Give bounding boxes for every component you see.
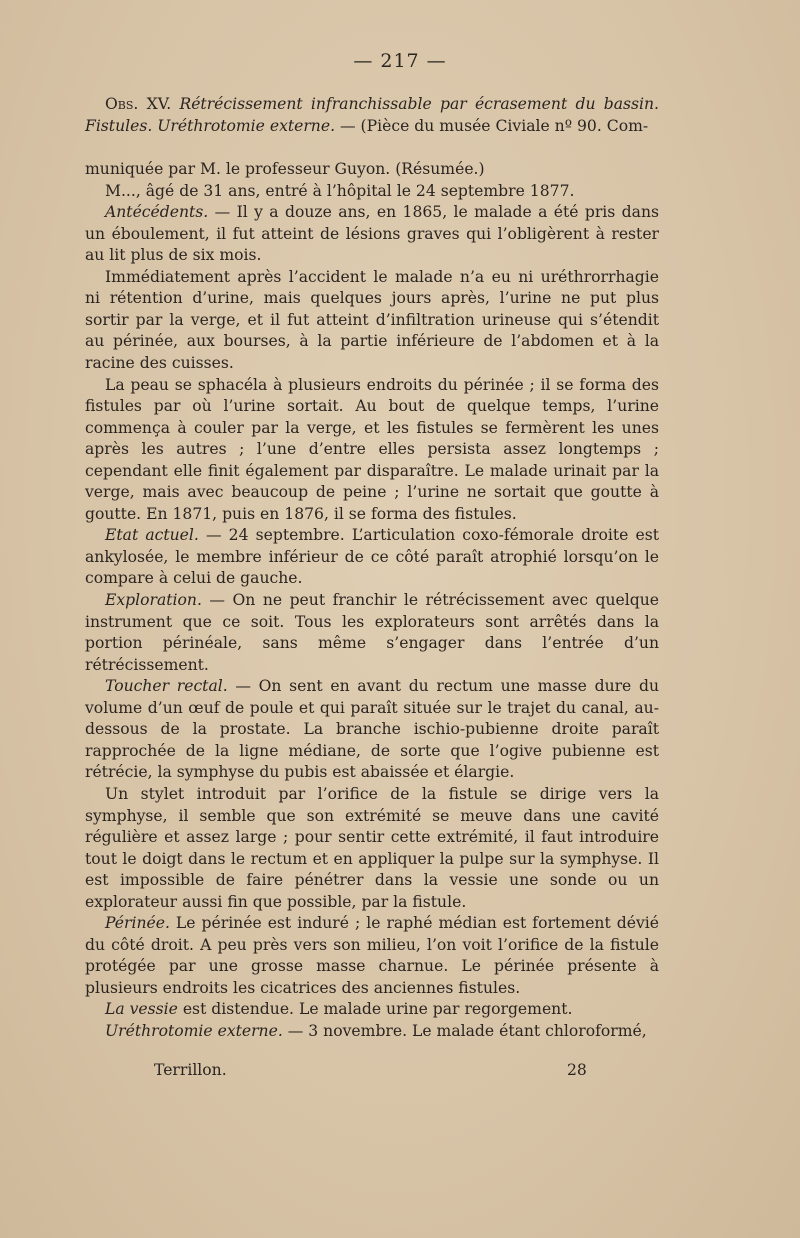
page-number: — 217 — <box>353 50 447 72</box>
toucher-text: — On sent en avant du rectum une masse dure du volume d’un œuf de poule et qui paraît située sur le trajet du canal, au-dessous de la prostate. La branche ischio-pubienne droite paraît rapprochée de la ligne médiane, de sorte que l’ogive pubienne est rétrécie, la symphyse du pubis est abaissée et élargie. <box>85 677 659 782</box>
toucher-paragraph <box>85 676 659 784</box>
etat-text: — 24 septembre. L’articulation coxo-fémorale droite est ankylosée, le membre inférieur de ce côté paraît atrophié lorsqu’on le compare à celui de gauche. <box>85 526 660 588</box>
immediatement-paragraph: Immédiatement après l’accident le malade n’a eu ni uréthrorrhagie ni rétention d’urine, mais quelques jours après, l’urine ne put plus sortir par la verge, et il fut atteint d’infiltration urineuse qui s’étendit au périnée, aux bourses, à la partie inférieure de l’abdomen et à la racine des cuisses. <box>85 267 659 373</box>
author-signature: Terrillon. <box>154 1061 227 1079</box>
antecedents-text: — Il y a douze ans, en 1865, le malade a été pris dans un éboulement, il fut atteint de lésions graves qui l’obligèrent à rester au lit plus de six mois. <box>85 203 659 265</box>
toucher-label: Toucher rectal. <box>105 677 228 696</box>
perinee-label: Périnée. <box>105 914 170 933</box>
line-gap <box>85 137 659 159</box>
urethrotomie-text: — 3 novembre. Le malade étant chloroformé, <box>282 1021 647 1040</box>
antecedents-label: Antécédents. <box>105 203 209 222</box>
urethrotomie-label: Uréthrotomie externe. <box>105 1021 283 1040</box>
observation-source-cont: muniquée par M. le professeur Guyon. (Résumée.) <box>85 160 485 179</box>
perinee-text: Le périnée est induré ; le raphé médian est fortement dévié du côté droit. A peu près vers son milieu, l’on voit l’orifice de la fistule protégée par une grosse masse charnue. Le périnée présente à plusieurs endroits les cicatrices des anciennes fistules. <box>85 914 659 997</box>
etat-paragraph <box>85 525 659 590</box>
vessie-label: La vessie <box>105 1000 178 1019</box>
exploration-text: — On ne peut franchir le rétrécissement avec quelque instrument que ce soit. Tous les explorateurs sont arrêtés dans la portion périnéale, sans même s’engager dans l’entrée d’un rétrécissement. <box>85 591 659 674</box>
patient-line: M..., âgé de 31 ans, entré à l’hôpital le 24 septembre 1877. <box>105 181 575 200</box>
body-text <box>85 94 659 1043</box>
sheet-number: 28 <box>567 1061 587 1079</box>
exploration-paragraph <box>85 590 659 676</box>
observation-heading <box>85 94 659 137</box>
vessie-text: est distendue. Le malade urine par regorgement. <box>177 1000 573 1019</box>
stylet-paragraph: Un stylet introduit par l’orifice de la fistule se dirige vers la symphyse, il semble que son extrémité se meuve dans une cavité régulière et assez large ; pour sentir cette extrémité, il faut introduire tout le doigt dans le rectum et en appliquer la pulpe sur la symphyse. Il est impossible de faire pénétrer dans la vessie une sonde ou un explorateur aussi fin que possible, par la fistule. <box>85 784 659 911</box>
peau-paragraph: La peau se sphacéla à plusieurs endroits du périnée ; il se forma des fistules par où l’urine sortait. Au bout de quelque temps, l’urine commença à couler par la verge, et les fistules se fermèrent les unes après les autres ; l’une d’entre elles persista assez longtemps ; cependant elle finit également par disparaître. Le malade urinait par la verge, mais avec beaucoup de peine ; l’urine ne sortait que goutte à goutte. En 1871, puis en 1876, il se forma des fistules. <box>85 375 659 523</box>
vessie-paragraph <box>85 999 659 1021</box>
urethrotomie-paragraph <box>85 1021 659 1043</box>
antecedents-paragraph <box>85 202 659 267</box>
exploration-label: Exploration. <box>105 591 202 610</box>
etat-label: Etat actuel. <box>105 526 199 545</box>
observation-label: Obs. XV. <box>105 95 172 113</box>
observation-source: — (Pièce du musée Civiale nº 90. Com- <box>335 116 649 135</box>
observation-title: Rétrécissement infranchissable par écrasement du bassin. Fistules. Uréthrotomie externe. <box>85 95 659 135</box>
perinee-paragraph <box>85 913 659 999</box>
